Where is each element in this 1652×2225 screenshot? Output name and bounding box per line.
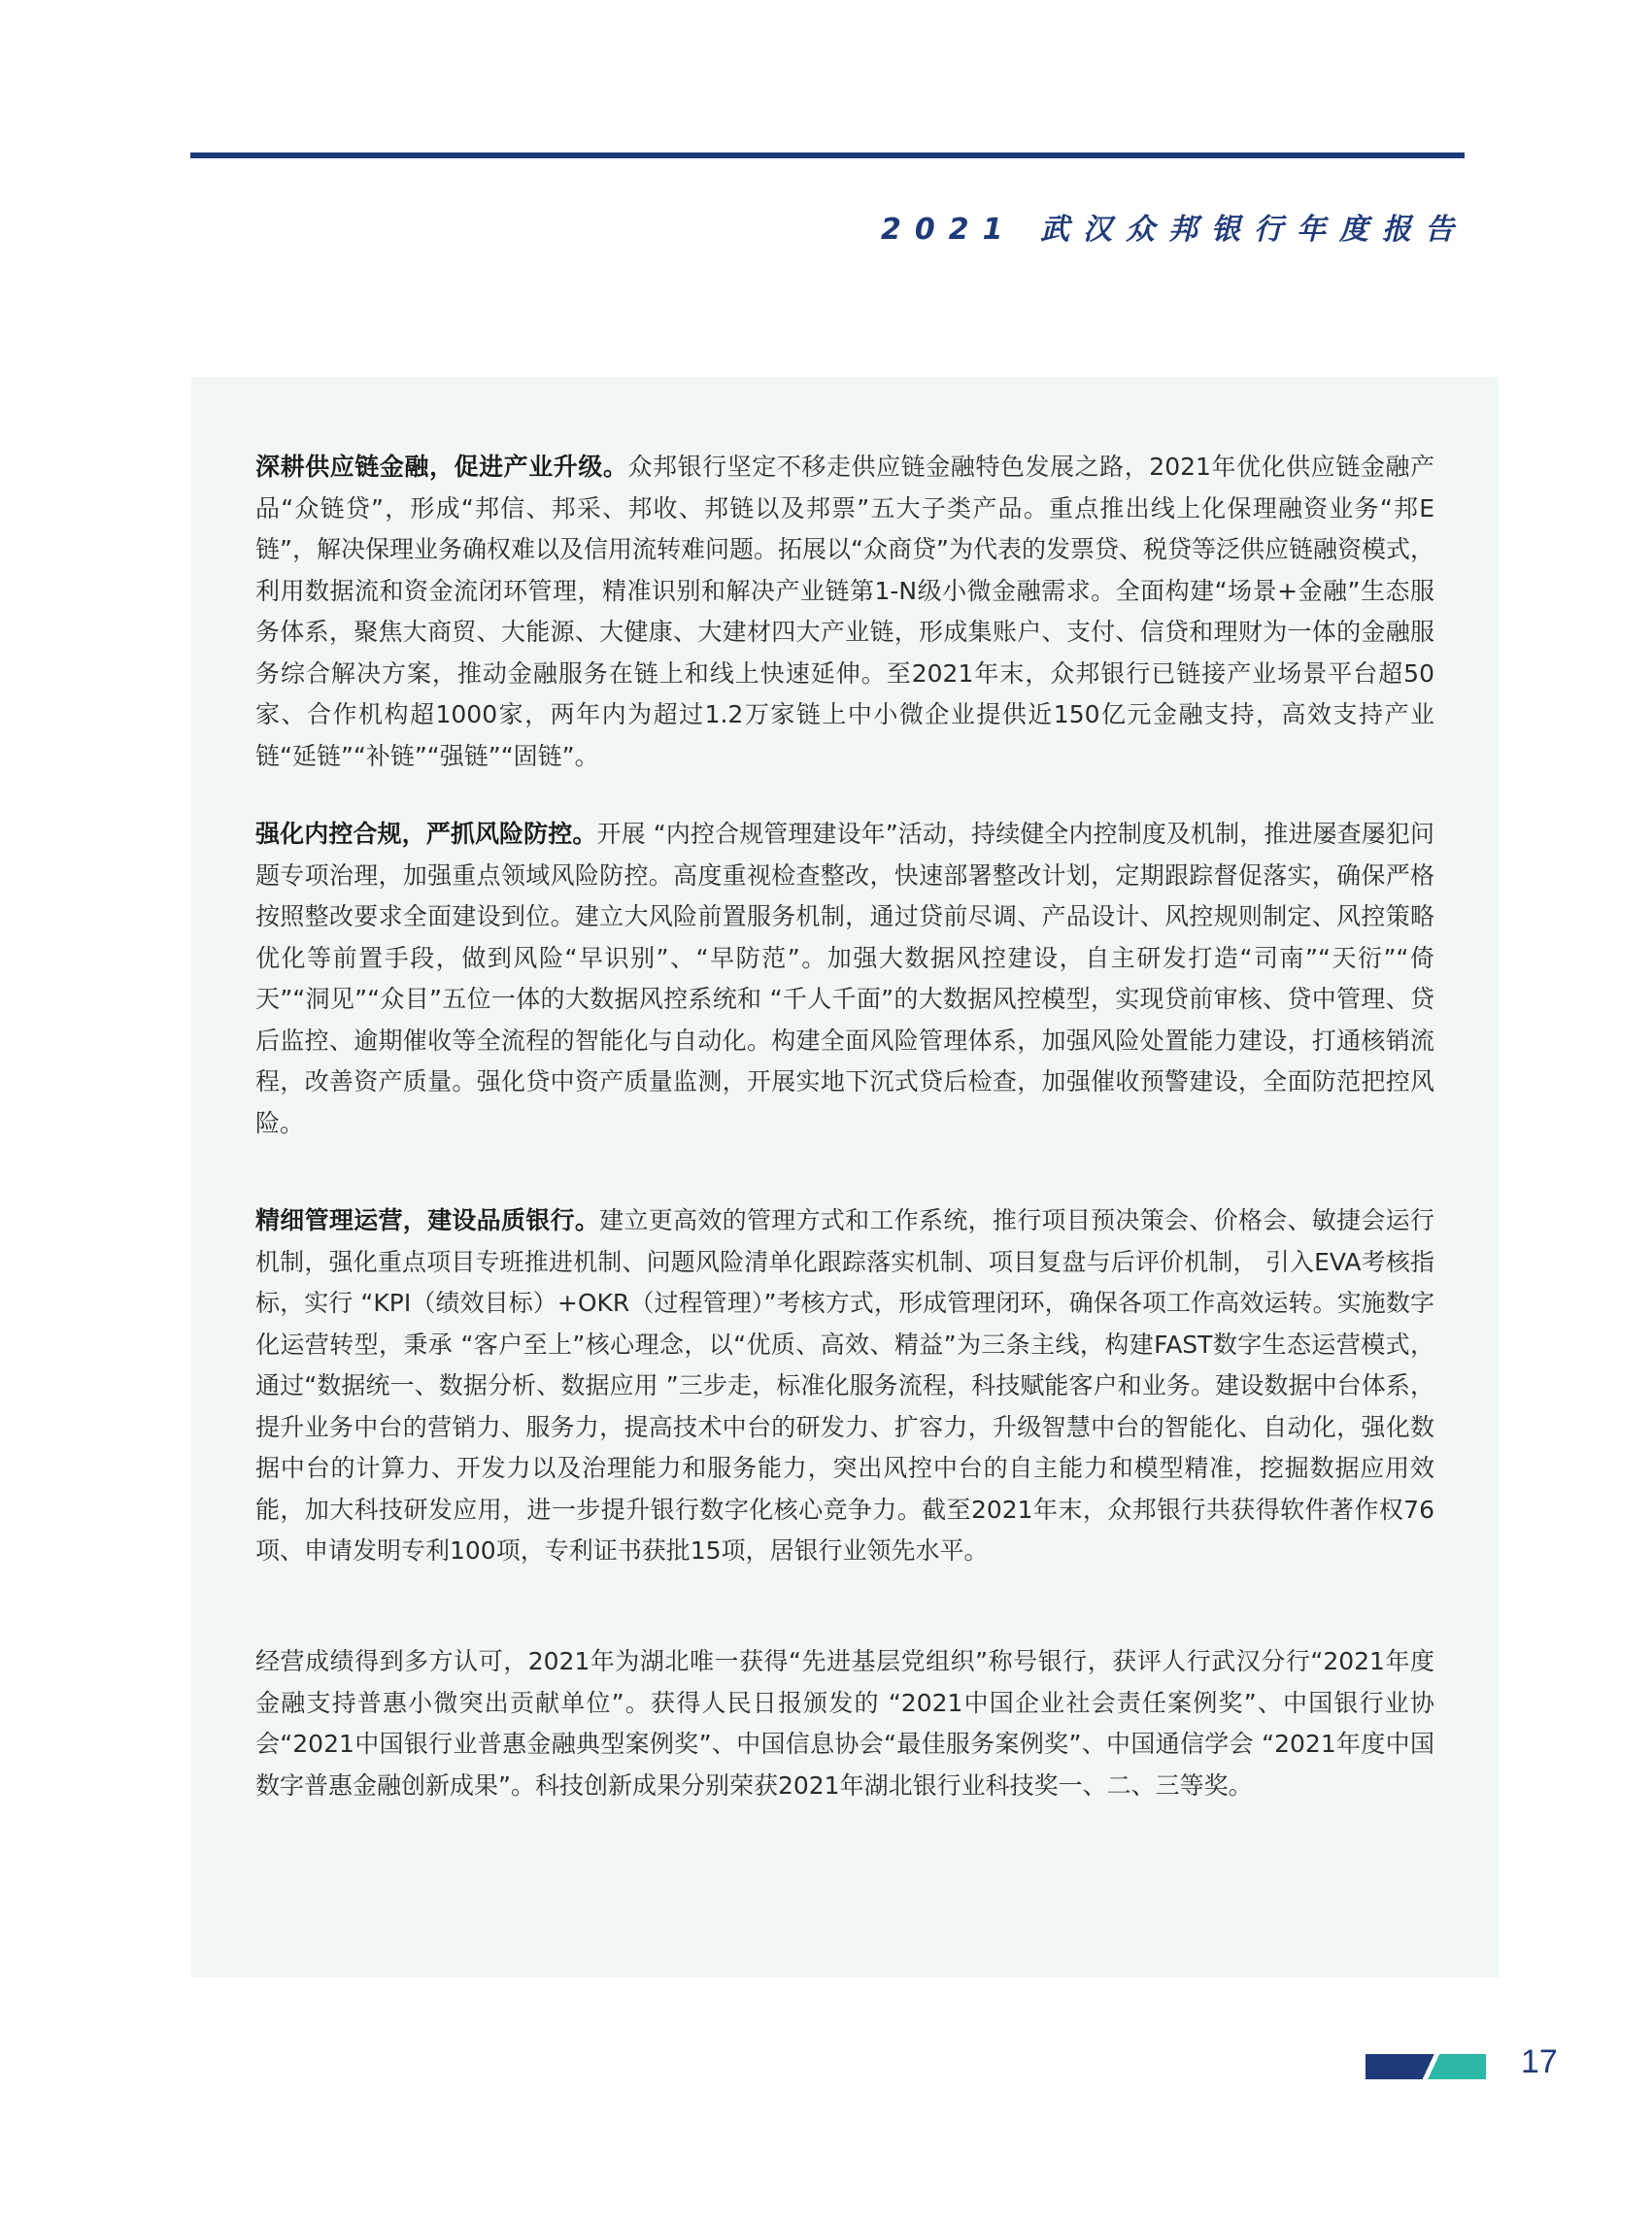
paragraph-body: 建立更高效的管理方式和工作系统，推行项目预决策会、价格会、敏捷会运行机制，强化重点项目专班推进机制、问题风险清单化跟踪落实机制、项目复盘与后评价机制， 引入EVA考核指标，实行 “KPI（绩效目标）+OKR（过程管理）”考核方式，形成管理闭环，确保各项工作高效运转。实施数字化运营转型，秉承 “客户至上”核心理念，以“优质、高效、精益”为三条主线，构建FAST数字生态运营模式，通过“数据统一、数据分析、数据应用 ”三步走，标准化服务流程，科技赋能客户和业务。建设数据中台体系，提升业务中台的营销力、服务力，提高技术中台的研发力、扩容力，升级智慧中台的智能化、自动化，强化数据中台的计算力、开发力以及治理能力和服务能力，突出风控中台的自主能力和模型精准，挖掘数据应用效能，加大科技研发应用，进一步提升银行数字化核心竞争力。截至2021年末，众邦银行共获得软件著作权76项、申请发明专利100项，专利证书获批15项，居银行业领先水平。 (255, 1206, 1434, 1565)
paragraph-lead: 深耕供应链金融，促进产业升级。 (255, 453, 628, 481)
paragraph-lead: 精细管理运营，建设品质银行。 (255, 1206, 600, 1234)
paragraph-body: 开展 “内控合规管理建设年”活动，持续健全内控制度及机制，推进屡查屡犯问题专项治理，加强重点领域风险防控。高度重视检查整改，快速部署整改计划，定期跟踪督促落实，确保严格按照整改要求全面建设到位。建立大风险前置服务机制，通过贷前尽调、产品设计、风控规则制定、风控策略优化等前置手段，做到风险“早识别”、“早防范”。加强大数据风控建设，自主研发打造“司南”“天衍”“倚天”“洞见”“众目”五位一体的大数据风控系统和 “千人千面”的大数据风控模型，实现贷前审核、贷中管理、贷后监控、逾期催收等全流程的智能化与自动化。构建全面风险管理体系，加强风险处置能力建设，打通核销流程，改善资产质量。强化贷中资产质量监测，开展实地下沉式贷后检查，加强催收预警建设，全面防范把控风险。 (255, 820, 1434, 1137)
page-number: 17 (1521, 2043, 1558, 2080)
content-panel (191, 377, 1499, 1977)
footer-accent-bar (1365, 2054, 1486, 2079)
paragraph-lead: 强化内控合规，严抓风险防控。 (255, 820, 597, 848)
header-rule (190, 152, 1465, 158)
paragraph-recognition (255, 1641, 1434, 1806)
paragraph-risk-control (255, 814, 1434, 1144)
paragraph-management (255, 1200, 1434, 1572)
paragraph-supply-chain (255, 447, 1434, 777)
paragraph-body: 经营成绩得到多方认可，2021年为湖北唯一获得“先进基层党组织”称号银行，获评人行武汉分行“2021年度金融支持普惠小微突出贡献单位”。获得人民日报颁发的 “2021中国企业社会责任案例奖”、中国银行业协会“2021中国银行业普惠金融典型案例奖”、中国信息协会“最佳服务案例奖”、中国通信学会 “2021年度中国数字普惠金融创新成果”。科技创新成果分别荣获2021年湖北银行业科技奖一、二、三等奖。 (255, 1647, 1434, 1800)
running-header: 2021 武汉众邦银行年度报告 (881, 213, 1467, 247)
paragraph-body: 众邦银行坚定不移走供应链金融特色发展之路，2021年优化供应链金融产品“众链贷”，形成“邦信、邦采、邦收、邦链以及邦票”五大子类产品。重点推出线上化保理融资业务“邦E链”，解决保理业务确权难以及信用流转难问题。拓展以“众商贷”为代表的发票贷、税贷等泛供应链融资模式，利用数据流和资金流闭环管理，精准识别和解决产业链第1-N级小微金融需求。全面构建“场景+金融”生态服务体系，聚焦大商贸、大能源、大健康、大建材四大产业链，形成集账户、支付、信贷和理财为一体的金融服务综合解决方案，推动金融服务在链上和线上快速延伸。至2021年末，众邦银行已链接产业场景平台超50家、合作机构超1000家，两年内为超过1.2万家链上中小微企业提供近150亿元金融支持，高效支持产业链“延链”“补链”“强链”“固链”。 (255, 453, 1434, 770)
